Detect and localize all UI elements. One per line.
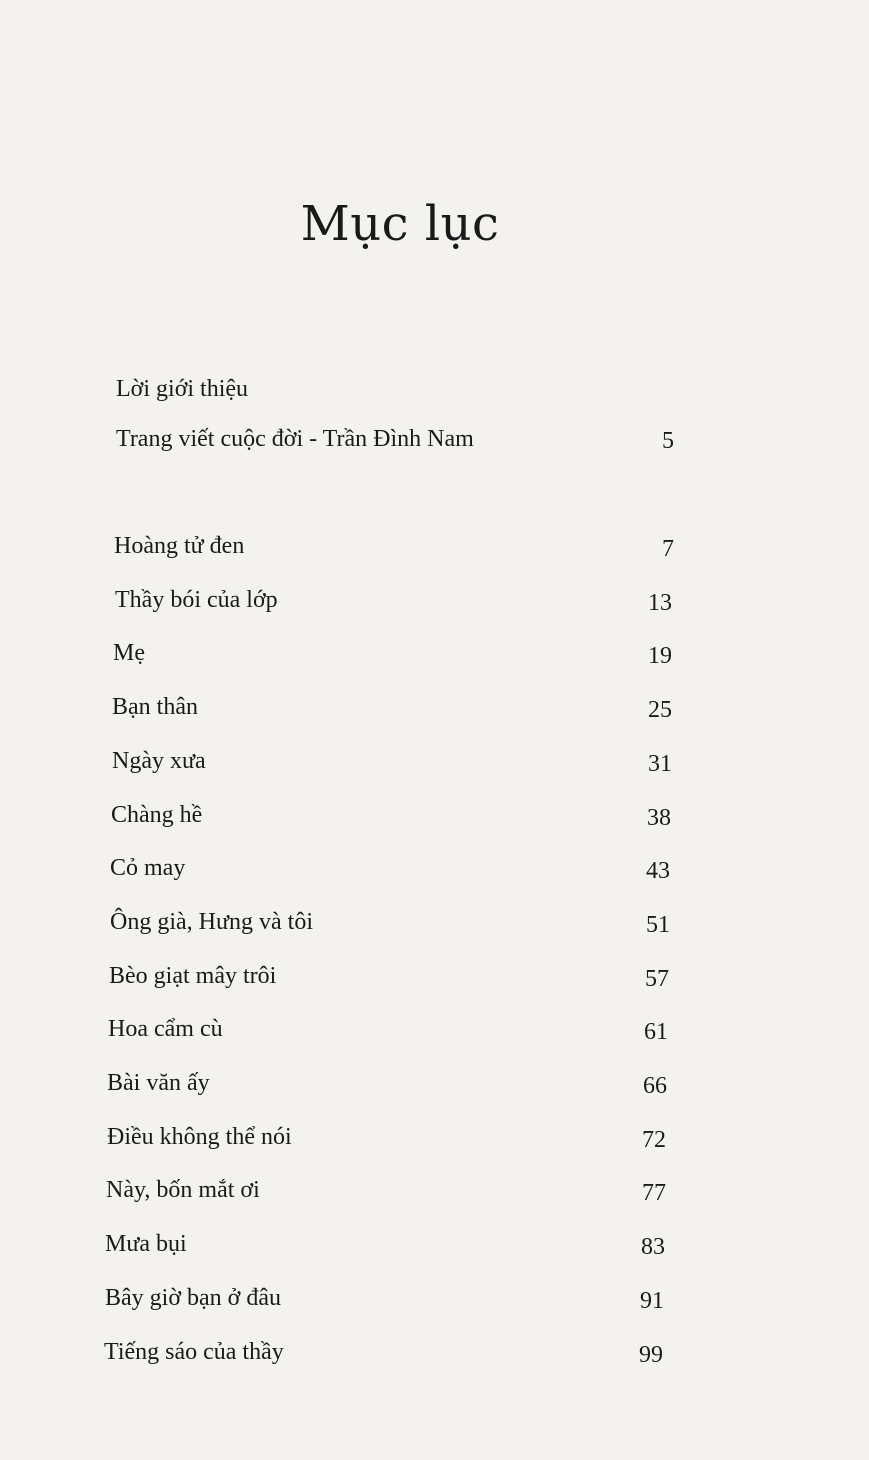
- toc-entry-label: Hoa cẩm cù: [108, 1016, 223, 1042]
- toc-entry-page: 25: [648, 697, 672, 723]
- toc-entry-page: 19: [648, 643, 672, 669]
- toc-entry-label: Bài văn ấy: [107, 1070, 210, 1096]
- page-title: Mục lục: [300, 196, 500, 252]
- toc-entry-page: 61: [644, 1019, 668, 1045]
- toc-entry-label: Chàng hề: [111, 802, 203, 828]
- toc-entry-page: 31: [648, 751, 672, 777]
- toc-entry-page: 51: [646, 912, 670, 938]
- toc-entry-page: 83: [641, 1234, 665, 1260]
- toc-entry-label: Tiếng sáo của thầy: [104, 1339, 284, 1365]
- toc-entry-page: 91: [640, 1288, 664, 1314]
- toc-entry-label: Bây giờ bạn ở đâu: [105, 1285, 282, 1311]
- toc-entry-page: 77: [642, 1180, 666, 1206]
- toc-entry-label: Mưa bụi: [105, 1231, 187, 1257]
- toc-entry-page: 57: [645, 966, 669, 992]
- toc-entry-page: 13: [648, 590, 672, 616]
- toc-entry-page: 38: [647, 805, 671, 831]
- toc-entry-label: Thầy bói của lớp: [115, 587, 278, 613]
- toc-entry-label: Điều không thể nói: [107, 1124, 292, 1150]
- toc-entry-label: Này, bốn mắt ơi: [106, 1177, 260, 1203]
- toc-entry-label: Bạn thân: [112, 694, 198, 720]
- toc-entry-page: 99: [639, 1342, 663, 1368]
- intro-heading: Lời giới thiệu: [116, 376, 249, 402]
- toc-entry-page: 7: [662, 536, 674, 562]
- toc-entry-label: Ông già, Hưng và tôi: [110, 909, 313, 935]
- toc-entry-page: 72: [642, 1127, 666, 1153]
- toc-entry-label: Mẹ: [113, 640, 145, 666]
- toc-entry-page: 43: [646, 858, 670, 884]
- toc-entry-label: Cỏ may: [110, 855, 186, 881]
- toc-entry-label: Bèo giạt mây trôi: [109, 963, 277, 989]
- toc-entry-label: Ngày xưa: [112, 748, 206, 774]
- toc-entry-label: Hoàng tử đen: [114, 533, 245, 559]
- intro-entry-label: Trang viết cuộc đời - Trần Đình Nam: [116, 426, 474, 452]
- intro-entry-page: 5: [662, 428, 674, 454]
- toc-entry-page: 66: [643, 1073, 667, 1099]
